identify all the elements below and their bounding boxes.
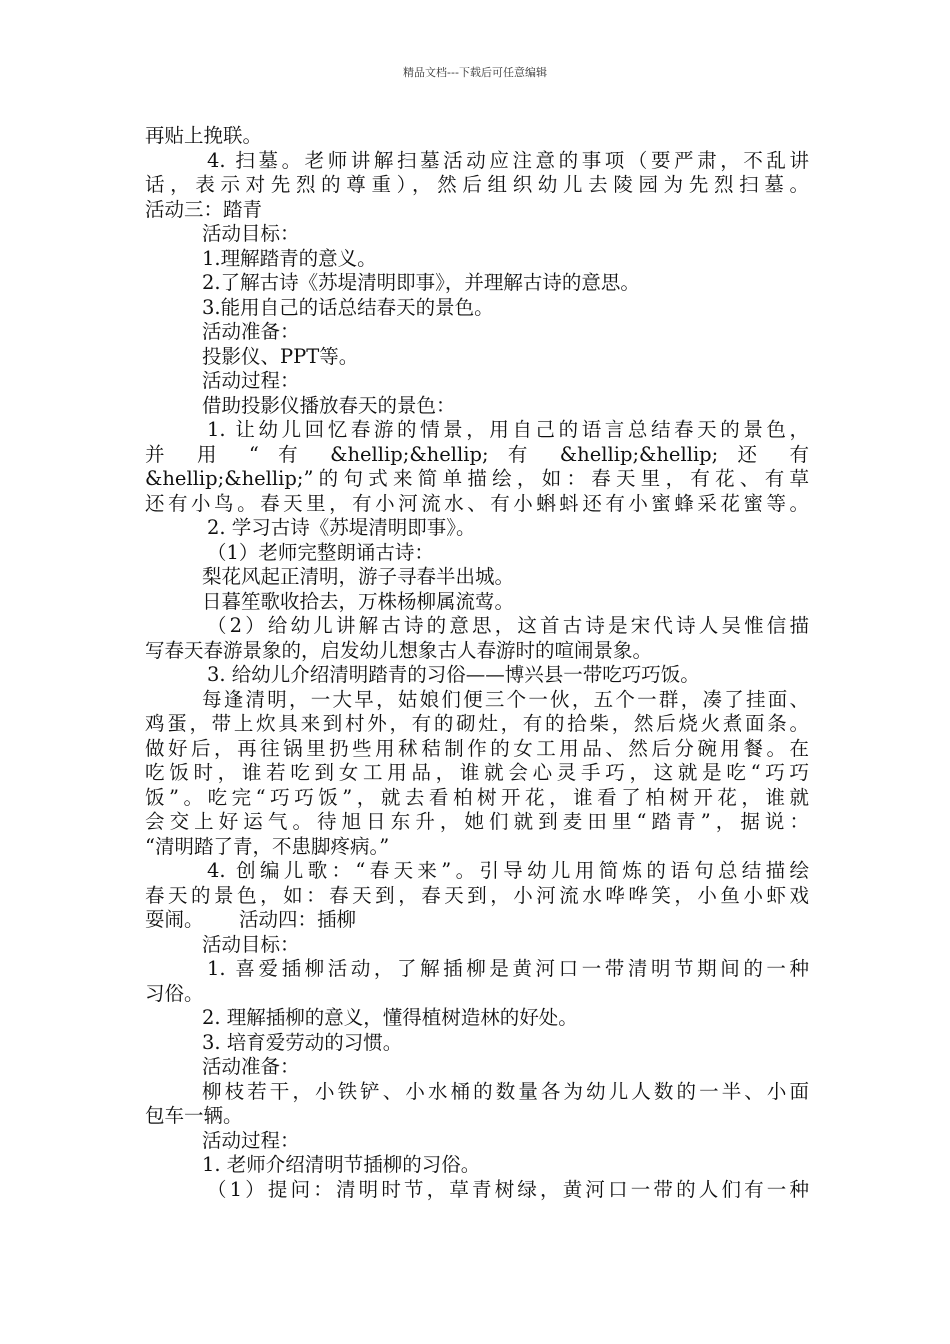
text-line: &hellip;&hellip;”的句式来简单描绘，如：春天里，有花、有草 bbox=[145, 467, 809, 490]
text-line: 写春天春游景象的，启发幼儿想象古人春游时的喧闹景象。 bbox=[145, 638, 653, 662]
text-line: 梨花风起正清明，游子寻春半出城。 bbox=[202, 565, 515, 588]
text-line: 话，表示对先烈的尊重），然后组织幼儿去陵园为先烈扫墓。 bbox=[145, 173, 809, 196]
text-line: 活动准备： bbox=[202, 320, 300, 343]
text-line: 活动过程： bbox=[202, 369, 300, 392]
text-line: “清明踏了青，不患脚疼病。” bbox=[145, 834, 390, 858]
text-line: 耍闹。 活动四：插柳 bbox=[145, 908, 356, 931]
text-line: 活动准备： bbox=[202, 1055, 300, 1078]
text-line: 3. 培育爱劳动的习惯。 bbox=[202, 1030, 403, 1054]
text-line: 春天的景色，如：春天到，春天到，小河流水哗哗笑，小鱼小虾戏 bbox=[145, 883, 809, 907]
text-line: 4. 创编儿歌：“春天来”。引导幼儿用简炼的语句总结描绘 bbox=[207, 859, 809, 882]
text-line: 1.理解踏青的意义。 bbox=[202, 246, 377, 270]
text-line: 鸡蛋，带上炊具来到村外，有的砌灶，有的拾柴，然后烧火煮面条。 bbox=[145, 712, 809, 735]
page-header: 精品文档---下载后可任意编辑 bbox=[403, 66, 547, 79]
text-line: 活动三：踏青 bbox=[145, 197, 263, 221]
text-line: 习俗。 bbox=[145, 981, 204, 1005]
text-line: （1）老师完整朗诵古诗： bbox=[207, 540, 434, 564]
text-line: 1. 喜爱插柳活动，了解插柳是黄河口一带清明节期间的一种 bbox=[207, 957, 809, 980]
text-line: 2. 理解插柳的意义，懂得植树造林的好处。 bbox=[202, 1006, 578, 1029]
text-line: 活动目标： bbox=[202, 222, 300, 245]
text-line: 并 用 “ 有 &hellip;&hellip; 有 &hellip;&hellip; 还 有 bbox=[145, 442, 809, 466]
text-line: 借助投影仪播放春天的景色： bbox=[202, 393, 456, 417]
text-line: 柳枝若干，小铁铲、小水桶的数量各为幼儿人数的一半、小面 bbox=[202, 1079, 809, 1103]
text-line: 包车一辆。 bbox=[145, 1104, 243, 1127]
text-line: 饭”。吃完“巧巧饭”，就去看柏树开花，谁看了柏树开花，谁就 bbox=[145, 785, 809, 809]
text-line: 再贴上挽联。 bbox=[145, 124, 263, 147]
text-line: （1）提问：清明时节，草青树绿，黄河口一带的人们有一种 bbox=[207, 1177, 809, 1201]
text-line: 还有小鸟。春天里，有小河流水、有小蝌蚪还有小蜜蜂采花蜜等。 bbox=[145, 491, 809, 515]
text-line: 4. 扫墓。老师讲解扫墓活动应注意的事项（要严肃，不乱讲 bbox=[207, 148, 809, 172]
text-line: 3.能用自己的话总结春天的景色。 bbox=[202, 295, 494, 319]
text-line: 投影仪、PPT等。 bbox=[202, 344, 359, 368]
text-line: 会交上好运气。待旭日东升，她们就到麦田里“踏青”，据说： bbox=[145, 810, 809, 833]
text-line: 活动过程： bbox=[202, 1128, 300, 1152]
text-line: 3. 给幼儿介绍清明踏青的习俗——博兴县一带吃巧巧饭。 bbox=[207, 663, 700, 686]
text-line: 每逢清明，一大早，姑娘们便三个一伙，五个一群，凑了挂面、 bbox=[202, 687, 809, 711]
text-line: 日暮笙歌收拾去，万株杨柳属流莺。 bbox=[202, 589, 515, 613]
text-line: 1. 老师介绍清明节插柳的习俗。 bbox=[202, 1153, 481, 1176]
text-line: 做好后，再往锅里扔些用秫秸制作的女工用品、然后分碗用餐。在 bbox=[145, 736, 809, 760]
text-line: （2）给幼儿讲解古诗的意思，这首古诗是宋代诗人吴惟信描 bbox=[207, 614, 809, 637]
text-line: 活动目标： bbox=[202, 932, 300, 956]
text-line: 1. 让幼儿回忆春游的情景，用自己的语言总结春天的景色， bbox=[207, 418, 809, 441]
text-line: 2. 学习古诗《苏堤清明即事》。 bbox=[207, 516, 476, 539]
document-body bbox=[145, 124, 809, 1202]
text-line: 2.了解古诗《苏堤清明即事》，并理解古诗的意思。 bbox=[202, 271, 640, 294]
text-line: 吃饭时，谁若吃到女工用品，谁就会心灵手巧，这就是吃“巧巧 bbox=[145, 761, 809, 784]
